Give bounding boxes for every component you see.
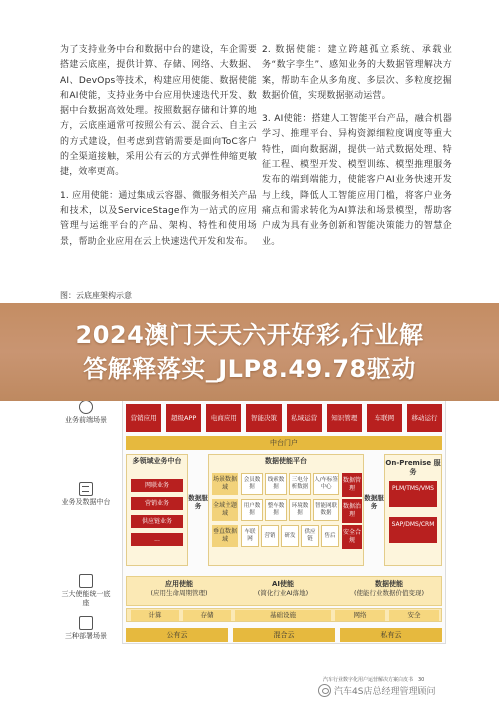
figure-caption: 图：云底座架构示意	[60, 291, 132, 300]
business-item: 网联业务	[131, 479, 183, 492]
infra-network: 网络	[335, 610, 385, 621]
public-cloud: 公有云	[126, 628, 228, 642]
on-premise-item: SAP/DMS/CRM	[389, 517, 437, 543]
hybrid-cloud: 混合云	[233, 628, 335, 642]
on-premise-item: PLM/TMS/VMS	[389, 481, 437, 507]
data-cell: 整车数据	[265, 499, 287, 521]
data-cell: 供应链	[301, 525, 319, 547]
private-cloud: 私有云	[340, 628, 442, 642]
on-premise-block	[384, 454, 442, 566]
business-data-service-label: 数据服务	[188, 494, 208, 510]
data-platform-title: 数据使能平台	[265, 457, 307, 465]
data-cell: 三电分析数据	[289, 473, 311, 495]
data-cell: 研发	[281, 525, 299, 547]
business-item: ...	[131, 533, 183, 546]
data-governance-chip: 数据治理	[342, 499, 362, 523]
ai-enablement-paragraph: 3. AI使能：搭建人工智能平台产品，融合机器学习、推理平台、异构资源细粒度调度等重大特性，面向数据湖，提供一站式数据处理、特征工程、模型开发、模型训练、模型推理服务发布的端到端能力，使能客户AI业务快速开发与上线，降低人工智能应用门槛，将客户业务痛点和需求转化为AI算法和场景模型，帮助客户成为具有业务创新和智能决策能力的智慧企业。	[262, 114, 452, 247]
app-tile: 营销应用	[126, 404, 161, 432]
watermark	[318, 684, 435, 697]
wechat-icon	[318, 684, 331, 697]
architecture-diagram	[60, 390, 446, 648]
app-tile: 超级APP	[166, 404, 201, 432]
layers-icon	[79, 482, 93, 496]
app-enablement-paragraph: 1. 应用使能：通过集成云容器、微服务相关产品和技术，以及ServiceStage作为一站式的应用管理与运维平台的产品、架构、特性和使用场景，帮助企业应用在云上快速迭代开发和发布。	[60, 190, 257, 247]
capability-ai: AI使能 (简化行业AI落地)	[257, 580, 309, 597]
app-tile: 私域运营	[287, 404, 322, 432]
app-tile: 电商应用	[206, 404, 241, 432]
headline-banner	[0, 303, 499, 401]
middle-platforms	[126, 454, 442, 570]
intro-paragraph: 为了支持业务中台和数据中台的建设，车企需要搭建云底座，提供计算、存储、网络、大数据、AI、DevOps等技术，构建应用使能、数据使能和AI使能，支持业务中台应用快速迭代开发、数据中台数据高效处理。按照数据存储和计算的地方，云底座通常可按照公有云、混合云、自主云的方式建设，但考虑到营销需要是面向ToC客户的全渠道接触，采用公有云的方式弹性伸缩更敏捷，效率更高。	[60, 45, 257, 178]
on-premise-title: On-Premise 服务	[385, 459, 441, 476]
data-domain-chip: 垂直数据域	[212, 525, 238, 547]
infra-security: 安全	[389, 610, 439, 621]
page-footer: 汽车行业数字化用户运营解决方案白皮书 30	[323, 677, 425, 683]
data-governance-chip: 数据管理	[342, 473, 362, 497]
deployment-row	[126, 628, 442, 642]
left-text-column	[60, 43, 257, 250]
data-cell: 人/车标签中心	[313, 473, 339, 495]
capability-row	[126, 576, 442, 606]
capability-app: 应用使能 (应用生命周期管理)	[150, 580, 208, 597]
data-cell: 售后	[321, 525, 339, 547]
platform-gateway: 中台门户	[126, 436, 442, 450]
data-governance-chip: 安全合规	[342, 525, 362, 549]
capability-data: 数据使能 (使能行业数据价值变现)	[353, 580, 425, 597]
infra-storage: 存储	[183, 610, 231, 621]
banner-line-2: 答解释落实_JLP8.49.78驱动	[83, 355, 416, 383]
data-enablement-paragraph: 2. 数据使能：建立跨越孤立系统、承载业务“数字孪生”、感知业务的大数据管理解决方案，帮助车企从多角度、多层次、多粒度挖掘数据价值，实现数据驱动运营。	[262, 45, 452, 101]
layer-label-frontend: 业务前端场景	[60, 400, 112, 425]
server-icon	[79, 616, 93, 630]
data-domain-chip: 场景数据域	[212, 473, 238, 495]
infra-base: 基础设施	[235, 610, 331, 621]
box-icon	[79, 574, 93, 588]
data-cell: 营销	[261, 525, 279, 547]
business-item: 营销业务	[131, 497, 183, 510]
data-cell: 环境数据	[289, 499, 311, 521]
watermark-text: 汽车4S店总经理管理顾问	[334, 687, 436, 697]
app-tile: 移动运行	[407, 404, 442, 432]
data-domain-chip: 全域主题域	[212, 499, 238, 521]
right-text-column	[262, 43, 452, 250]
data-cell: 车联网	[241, 525, 259, 547]
layer-labels	[60, 390, 112, 648]
application-row	[122, 404, 446, 432]
banner-line-1: 2024澳门天天六开好彩,行业解	[75, 321, 424, 349]
business-item: 供应链业务	[131, 515, 183, 528]
layer-label-platform: 业务及数据中台	[60, 482, 112, 507]
data-cell: 线索数据	[265, 473, 287, 495]
infrastructure-row	[126, 608, 442, 622]
business-platform-block	[126, 454, 188, 566]
data-cell: 智能网联数据	[313, 499, 339, 521]
data-cell: 用户数据	[241, 499, 263, 521]
people-icon	[79, 400, 93, 414]
app-tile: 知识管理	[327, 404, 362, 432]
layer-label-deployment: 三种部署场景	[60, 616, 112, 641]
layer-label-enablement: 三大使能统一底座	[60, 574, 112, 608]
business-platform-title: 多领域业务中台	[132, 457, 182, 465]
infra-compute: 计算	[131, 610, 179, 621]
app-tile: 智能决策	[246, 404, 281, 432]
data-platform-block	[208, 454, 364, 566]
app-tile: 车联网	[367, 404, 402, 432]
platform-data-service-label: 数据服务	[364, 494, 384, 510]
data-cell: 会员数据	[241, 473, 263, 495]
